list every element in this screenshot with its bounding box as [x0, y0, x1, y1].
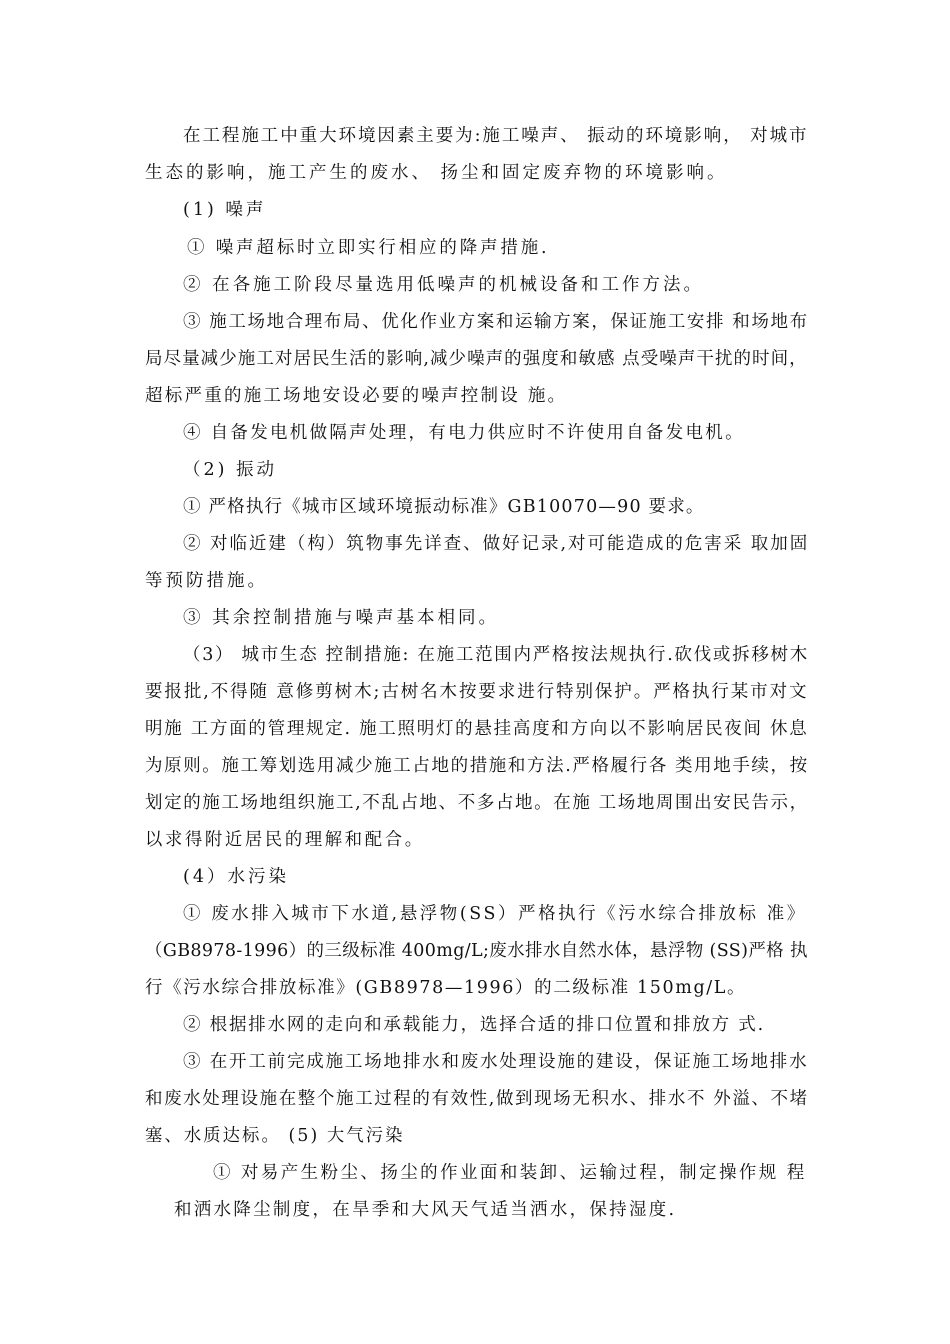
paragraph-line: ② 在各施工阶段尽量选用低噪声的机械设备和工作方法。 [183, 275, 705, 295]
paragraph-line: ② 对临近建（构）筑物事先详查、做好记录,对可能造成的危害采 取加固 [183, 534, 810, 554]
paragraph-line: ① 对易产生粉尘、扬尘的作业面和装卸、运输过程，制定操作规 程 [213, 1163, 807, 1183]
paragraph-line: （GB8978-1996）的三级标准 400mg/L;废水排水自然水体，悬浮物 (SS)严格 执 [145, 941, 808, 961]
paragraph-line: 在工程施工中重大环境因素主要为:施工噪声、 振动的环境影响， 对城市 [183, 126, 809, 146]
paragraph-line: 行《污水综合排放标准》(GB8978—1996）的二级标准 150mg/L。 [145, 978, 747, 998]
paragraph-line: 要报批,不得随 意修剪树木;古树名木按要求进行特别保护。严格执行某市对文 [145, 682, 809, 702]
paragraph-line: ④ 自备发电机做隔声处理，有电力供应时不许使用自备发电机。 [183, 423, 745, 443]
paragraph-line: 和废水处理设施在整个施工过程的有效性,做到现场无积水、排水不 外溢、不堵 [145, 1089, 809, 1109]
paragraph-line: 等预防措施。 [145, 571, 268, 591]
paragraph-line: 超标严重的施工场地安设必要的噪声控制设 施。 [145, 386, 568, 406]
paragraph-line: 以求得附近居民的理解和配合。 [145, 830, 425, 850]
paragraph-line: ① 噪声超标时立即实行相应的降声措施. [187, 238, 550, 258]
paragraph-line: 明施 工方面的管理规定. 施工照明灯的悬挂高度和方向以不影响居民夜间 休息 [145, 719, 809, 739]
paragraph-line: ③ 施工场地合理布局、优化作业方案和运输方案，保证施工安排 和场地布 [183, 312, 809, 332]
paragraph-line: 为原则。施工筹划选用减少施工占地的措施和方法.严格履行各 类用地手续，按 [145, 756, 809, 776]
paragraph-line: 和洒水降尘制度，在旱季和大风天气适当洒水，保持湿度. [174, 1200, 677, 1220]
paragraph-line: 局尽量减少施工对居民生活的影响,减少噪声的强度和敏感 点受噪声干扰的时间， [145, 349, 808, 369]
paragraph-line: （3） 城市生态 控制措施: 在施工范围内严格按法规执行.砍伐或拆移树木 [183, 645, 809, 665]
paragraph-line: ① 废水排入城市下水道,悬浮物(SS）严格执行《污水综合排放标 准》 [183, 904, 807, 924]
paragraph-line: 生态的影响，施工产生的废水、 扬尘和固定废弃物的环境影响。 [145, 163, 728, 183]
paragraph-line: ② 根据排水网的走向和承载能力，选择合适的排口位置和排放方 式. [183, 1015, 765, 1035]
paragraph-line: （2) 振动 [183, 460, 278, 480]
paragraph-line: 塞、水质达标。 (5) 大气污染 [145, 1126, 405, 1146]
paragraph-line: (1) 噪声 [183, 200, 267, 220]
paragraph-line: ① 严格执行《城市区域环境振动标准》GB10070—90 要求。 [183, 497, 705, 517]
paragraph-line: (4）水污染 [183, 867, 289, 887]
paragraph-line: ③ 其余控制措施与噪声基本相同。 [183, 608, 500, 628]
paragraph-line: 划定的施工场地组织施工,不乱占地、不多占地。在施 工场地周围出安民告示， [145, 793, 809, 813]
paragraph-line: ③ 在开工前完成施工场地排水和废水处理设施的建设，保证施工场地排水 [183, 1052, 809, 1072]
